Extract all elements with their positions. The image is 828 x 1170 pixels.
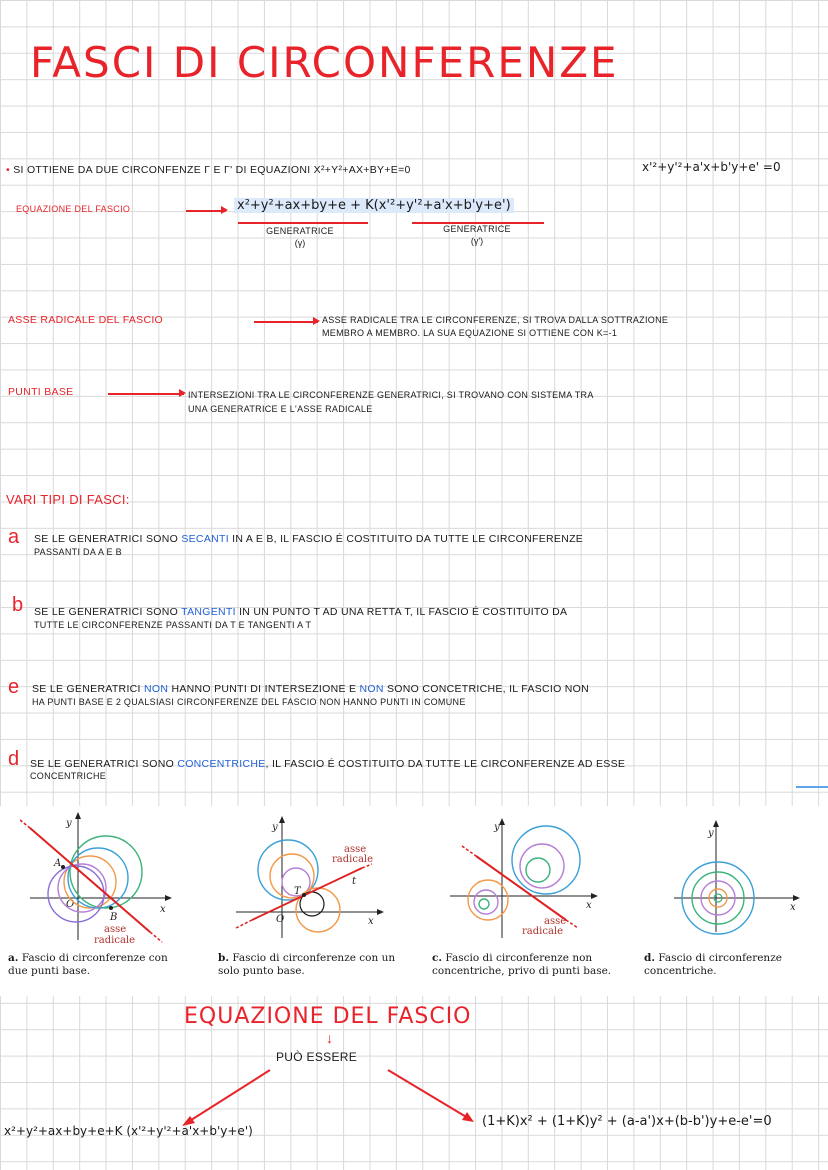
- bottom-heading: EQUAZIONE DEL FASCIO: [184, 1004, 472, 1029]
- asse-arrow: [254, 321, 318, 323]
- bottom-sub: PUÒ ESSERE: [276, 1050, 358, 1064]
- fig-c-caption-letter: c.: [432, 952, 443, 964]
- fig-c-y-label: y: [494, 822, 500, 833]
- bottom-left-equation: x²+y²+ax+by+e+K (x'²+y'²+a'x+b'y+e'): [4, 1124, 253, 1138]
- bottom-arrow-right: [388, 1070, 468, 1118]
- fig-d-x-arrow: [793, 895, 800, 901]
- fig-c-caption: [432, 952, 612, 977]
- asse-label: ASSE RADICALE DEL FASCIO: [8, 314, 164, 326]
- fig-c-radicale-label: radicale: [522, 926, 564, 937]
- fig-b-asse-label: asse: [344, 844, 367, 855]
- tipo-d-letter: d: [8, 748, 20, 770]
- fig-a-radical-dash-1: [20, 820, 30, 828]
- fig-a-y-label: y: [66, 818, 72, 829]
- fig-b-point-t-dot: [302, 893, 306, 897]
- fig-a-point-b-dot: [109, 906, 113, 910]
- tipo-a-post: IN A E B, IL FASCIO É COSTITUITO DA TUTTE LE CIRCONFERENZE: [232, 533, 584, 545]
- tipo-d-line1: [30, 758, 625, 770]
- gen2-label: GENERATRICE: [443, 224, 511, 234]
- tipo-c-line1: [32, 683, 589, 695]
- intro-equation-2: x'²+y'²+a'x+b'y+e' =0: [642, 160, 781, 174]
- fig-a-x-arrow: [165, 895, 172, 901]
- fig-d-x-label: x: [790, 902, 796, 913]
- tipo-b-line2: TUTTE LE CIRCONFERENZE PASSANTI DA T E TANGENTI A T: [34, 620, 312, 630]
- tipo-b-line1: [34, 606, 567, 618]
- tipo-a-pre: SE LE GENERATRICI SONO: [34, 533, 179, 545]
- tipo-d-pre: SE LE GENERATRICI SONO: [30, 758, 175, 770]
- tipo-a-keyword: SECANTI: [181, 533, 229, 545]
- tipo-b-post: IN UN PUNTO T AD UNA RETTA T, IL FASCIO É COSTITUITO DA: [239, 606, 568, 618]
- tipi-heading: VARI TIPI DI FASCI:: [6, 492, 130, 507]
- fig-d-y-arrow: [713, 820, 719, 827]
- tipo-b-pre: SE LE GENERATRICI SONO: [34, 606, 179, 618]
- tipo-c-post: SONO CONCETRICHE, IL FASCIO NON: [387, 683, 590, 695]
- fig-a-asse-label: asse: [104, 924, 127, 935]
- fig-d-caption: [644, 952, 824, 977]
- fig-c-circle-5: [474, 890, 498, 914]
- bottom-right-equation: (1+K)x² + (1+K)y² + (a-a')x+(b-b')y+e-e'=0: [482, 1114, 772, 1129]
- tipo-a-letter: a: [8, 526, 20, 548]
- tipo-c-pre: SE LE GENERATRICI: [32, 683, 141, 695]
- fig-a-point-a: A: [54, 858, 62, 869]
- fig-a-radical-dash-2: [150, 932, 162, 942]
- fig-c-circle-6: [479, 899, 489, 909]
- asse-line1: ASSE RADICALE TRA LE CIRCONFERENZE, SI TROVA DALLA SOTTRAZIONE: [322, 315, 669, 325]
- tipo-a-line1: [34, 533, 583, 545]
- fig-d-caption-text: Fascio di circonferenze concentriche.: [644, 952, 782, 977]
- tipo-a-line2: PASSANTI DA A E B: [34, 547, 122, 557]
- gen1-underline: [238, 222, 368, 224]
- tipo-c-keyword-2: NON: [359, 683, 384, 695]
- intro-line: [6, 164, 411, 176]
- equazione-formula-text: x²+y²+ax+by+e + K(x'²+y'²+a'x+b'y+e'): [234, 198, 514, 213]
- gen1-symbol: (γ): [294, 238, 306, 248]
- tipo-c-mid: HANNO PUNTI DI INTERSEZIONE E: [171, 683, 357, 695]
- tipo-d-line2: CONCENTRICHE: [30, 771, 107, 781]
- fig-b-tangent-dash: [236, 920, 252, 928]
- bottom-arrow-left: [188, 1070, 270, 1122]
- figure-a: [20, 810, 180, 950]
- punti-arrow: [108, 393, 184, 395]
- fig-a-point-a-dot: [61, 865, 65, 869]
- equazione-arrow: [186, 210, 226, 212]
- fig-b-caption-letter: b.: [218, 952, 229, 964]
- fig-b-point-t: T: [294, 886, 301, 897]
- equazione-formula: [234, 198, 514, 213]
- fig-a-radical-axis: [30, 828, 150, 932]
- fig-c-caption-text: Fascio di circonferenze non concentriche, privo di punti base.: [432, 952, 612, 977]
- fig-a-x-label: x: [160, 904, 166, 915]
- fig-b-y-label: y: [272, 822, 278, 833]
- fig-c-x-label: x: [586, 900, 592, 911]
- gen2-symbol: (γ'): [470, 236, 484, 246]
- fig-a-origin: O: [66, 899, 75, 910]
- fig-c-asse-label: asse: [544, 916, 567, 927]
- fig-c-radical-dash-2: [566, 920, 578, 928]
- fig-b-y-arrow: [279, 816, 285, 823]
- fig-a-caption-letter: a.: [8, 952, 19, 964]
- fig-a-y-arrow: [75, 812, 81, 819]
- fig-b-caption-text: Fascio di circonferenze con un solo punto base.: [218, 952, 396, 977]
- fig-b-caption: [218, 952, 398, 977]
- fig-a-caption-text: Fascio di circonferenze con due punti base.: [8, 952, 168, 977]
- tipo-c-keyword: NON: [143, 683, 169, 695]
- fig-d-y-label: y: [708, 828, 714, 839]
- bottom-arrow-right-head: [462, 1112, 474, 1122]
- figure-b: [232, 810, 392, 940]
- fig-c-y-arrow: [499, 818, 505, 825]
- tipo-b-keyword: TANGENTI: [181, 606, 236, 618]
- punti-line2: UNA GENERATRICE E L'ASSE RADICALE: [188, 404, 373, 414]
- tipo-d-keyword: CONCENTRICHE: [177, 758, 266, 770]
- fig-b-line-t: t: [352, 876, 357, 887]
- tipo-c-line2: HA PUNTI BASE E 2 QUALSIASI CIRCONFERENZE DEL FASCIO NON HANNO PUNTI IN COMUNE: [32, 697, 466, 707]
- fig-c-x-arrow: [591, 893, 598, 899]
- fig-a-point-b: B: [110, 912, 118, 923]
- down-arrow-icon: ↓: [326, 1030, 333, 1046]
- equazione-label: EQUAZIONE DEL FASCIO: [16, 204, 131, 214]
- page-title: FASCI DI CIRCONFERENZE: [30, 38, 619, 87]
- tipo-d-post: , IL FASCIO É COSTITUITO DA TUTTE LE CIRCONFERENZE AD ESSE: [265, 758, 626, 770]
- fig-a-caption: [8, 952, 188, 977]
- punti-label: PUNTI BASE: [8, 386, 74, 398]
- fig-b-x-label: x: [368, 916, 374, 927]
- margin-mark: [796, 786, 828, 788]
- tipo-b-letter: b: [12, 594, 24, 616]
- fig-c-radical-dash-1: [462, 846, 476, 856]
- asse-line2: MEMBRO A MEMBRO. LA SUA EQUAZIONE SI OTTIENE CON K=-1: [322, 328, 618, 338]
- tipo-c-letter: e: [8, 676, 20, 698]
- fig-a-radicale-label: radicale: [94, 935, 136, 946]
- gen1-label: GENERATRICE: [266, 226, 334, 236]
- figure-c: [446, 812, 606, 942]
- fig-b-x-arrow: [377, 909, 384, 915]
- fig-b-radicale-label: radicale: [332, 854, 374, 865]
- fig-a-circle-5: [48, 866, 104, 922]
- figure-d: [670, 812, 810, 942]
- punti-line1: INTERSEZIONI TRA LE CIRCONFERENZE GENERATRICI, SI TROVANO CON SISTEMA TRA: [188, 390, 594, 400]
- fig-c-circle-1: [512, 826, 580, 894]
- intro-text: SI OTTIENE DA DUE CIRCONFENZE Γ E Γ' DI EQUAZIONI X²+Y²+AX+BY+E=0: [13, 164, 411, 176]
- fig-d-caption-letter: d.: [644, 952, 655, 964]
- fig-c-circle-3: [526, 858, 550, 882]
- bullet: •: [6, 164, 10, 176]
- fig-b-origin: O: [276, 914, 285, 925]
- fig-c-radical-axis: [476, 856, 566, 920]
